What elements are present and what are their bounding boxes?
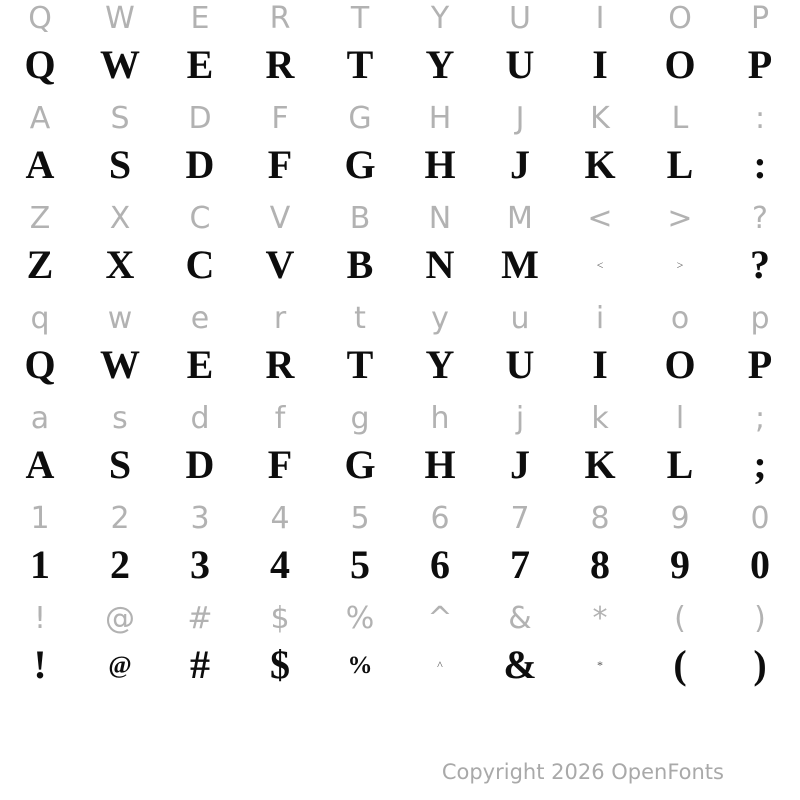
specimen-glyph: G	[344, 442, 376, 487]
specimen-glyph: 0	[750, 542, 770, 587]
specimen-glyph: <	[596, 258, 604, 272]
reference-glyph: y	[431, 301, 449, 336]
reference-glyph: 3	[190, 501, 210, 536]
reference-glyph: >	[667, 201, 693, 236]
reference-glyph: P	[750, 1, 770, 36]
reference-glyph: %	[345, 601, 375, 636]
specimen-row	[0, 38, 800, 92]
specimen-glyph: L	[666, 142, 694, 187]
reference-glyph: N	[428, 201, 452, 236]
reference-row	[0, 100, 800, 138]
reference-glyph: H	[428, 101, 452, 136]
specimen-glyph: C	[185, 242, 215, 287]
reference-glyph: L	[671, 101, 689, 136]
reference-glyph: q	[30, 301, 50, 336]
specimen-glyph: E	[186, 342, 214, 387]
specimen-glyph: K	[584, 442, 616, 487]
specimen-glyph: T	[346, 42, 374, 87]
specimen-glyph: W	[100, 42, 140, 87]
reference-glyph: 0	[750, 501, 770, 536]
reference-glyph: X	[109, 201, 131, 236]
specimen-glyph: 8	[590, 542, 610, 587]
glyph-row-pair	[0, 400, 800, 500]
specimen-glyph: J	[510, 442, 530, 487]
reference-glyph: 8	[590, 501, 610, 536]
specimen-row	[0, 638, 800, 692]
glyph-row-pair	[0, 500, 800, 600]
specimen-glyph: E	[186, 42, 214, 87]
reference-glyph: f	[274, 401, 286, 436]
specimen-glyph: U	[505, 342, 535, 387]
specimen-glyph: &	[503, 642, 537, 687]
specimen-glyph: *	[597, 658, 603, 672]
specimen-glyph: H	[424, 142, 456, 187]
specimen-glyph: H	[424, 442, 456, 487]
reference-glyph: t	[354, 301, 366, 336]
reference-glyph: w	[107, 301, 133, 336]
reference-glyph: 2	[110, 501, 130, 536]
reference-glyph: ^	[427, 601, 453, 636]
specimen-glyph: J	[510, 142, 530, 187]
specimen-glyph: S	[108, 442, 132, 487]
specimen-glyph: )	[753, 642, 767, 687]
specimen-glyph: 1	[30, 542, 50, 587]
glyph-row-pair	[0, 200, 800, 300]
specimen-glyph: D	[185, 442, 215, 487]
reference-glyph: u	[510, 301, 530, 336]
specimen-glyph: :	[753, 142, 767, 187]
specimen-glyph: ^	[437, 658, 443, 672]
glyph-row-pair	[0, 600, 800, 700]
reference-glyph: s	[112, 401, 128, 436]
reference-glyph: g	[350, 401, 370, 436]
specimen-glyph: 7	[510, 542, 530, 587]
specimen-glyph: A	[25, 442, 55, 487]
reference-glyph: Y	[430, 1, 450, 36]
specimen-glyph: S	[108, 142, 132, 187]
reference-glyph: R	[269, 1, 291, 36]
reference-glyph: j	[515, 401, 525, 436]
specimen-glyph: X	[105, 242, 135, 287]
specimen-glyph: ;	[753, 442, 767, 487]
glyph-row-pair	[0, 300, 800, 400]
reference-row	[0, 300, 800, 338]
reference-glyph: A	[29, 101, 51, 136]
reference-glyph: C	[189, 201, 211, 236]
specimen-glyph: O	[664, 42, 696, 87]
reference-row	[0, 0, 800, 38]
reference-glyph: 9	[670, 501, 690, 536]
reference-glyph: O	[668, 1, 692, 36]
reference-glyph: 1	[30, 501, 50, 536]
reference-glyph: W	[105, 1, 135, 36]
reference-glyph: Q	[28, 1, 52, 36]
specimen-glyph: P	[747, 342, 773, 387]
reference-glyph: 6	[430, 501, 450, 536]
specimen-row	[0, 238, 800, 292]
reference-glyph: Z	[29, 201, 51, 236]
reference-glyph: :	[754, 101, 766, 136]
reference-row	[0, 200, 800, 238]
glyph-row-pair	[0, 0, 800, 100]
reference-glyph: K	[590, 101, 610, 136]
specimen-glyph: V	[265, 242, 295, 287]
reference-glyph: l	[675, 401, 685, 436]
specimen-glyph: @	[108, 651, 132, 679]
reference-glyph: I	[595, 1, 605, 36]
reference-row	[0, 400, 800, 438]
specimen-glyph: !	[33, 642, 47, 687]
specimen-glyph: 4	[270, 542, 290, 587]
reference-glyph: 7	[510, 501, 530, 536]
reference-glyph: *	[592, 601, 608, 636]
specimen-glyph: >	[676, 258, 684, 272]
reference-glyph: #	[187, 601, 213, 636]
reference-glyph: <	[587, 201, 613, 236]
reference-glyph: &	[508, 601, 532, 636]
reference-glyph: $	[270, 601, 290, 636]
specimen-glyph: K	[584, 142, 616, 187]
specimen-row	[0, 338, 800, 392]
reference-glyph: (	[674, 601, 686, 636]
specimen-glyph: F	[267, 442, 293, 487]
specimen-glyph: G	[344, 142, 376, 187]
specimen-glyph: 9	[670, 542, 690, 587]
reference-glyph: @	[105, 601, 135, 636]
glyph-row-pair	[0, 100, 800, 200]
specimen-glyph: I	[592, 342, 608, 387]
reference-glyph: 4	[270, 501, 290, 536]
specimen-glyph: L	[666, 442, 694, 487]
reference-row	[0, 500, 800, 538]
reference-glyph: E	[190, 1, 210, 36]
reference-glyph: U	[509, 1, 531, 36]
specimen-glyph: F	[267, 142, 293, 187]
specimen-row	[0, 138, 800, 192]
specimen-glyph: Y	[425, 342, 455, 387]
copyright-text: Copyright 2026 OpenFonts	[441, 760, 724, 784]
specimen-glyph: ?	[750, 242, 770, 287]
specimen-glyph: #	[190, 642, 210, 687]
reference-glyph: a	[30, 401, 50, 436]
specimen-glyph: M	[501, 242, 539, 287]
reference-glyph: o	[670, 301, 690, 336]
specimen-glyph: T	[346, 342, 374, 387]
reference-row	[0, 600, 800, 638]
specimen-glyph: O	[664, 342, 696, 387]
reference-glyph: S	[110, 101, 130, 136]
reference-glyph: T	[350, 1, 370, 36]
reference-glyph: k	[591, 401, 609, 436]
reference-glyph: M	[507, 201, 533, 236]
reference-glyph: 5	[350, 501, 370, 536]
reference-glyph: )	[754, 601, 766, 636]
specimen-glyph: A	[25, 142, 55, 187]
specimen-glyph: Q	[24, 342, 56, 387]
specimen-glyph: 3	[190, 542, 210, 587]
reference-glyph: !	[33, 601, 47, 636]
reference-glyph: i	[595, 301, 605, 336]
reference-glyph: J	[515, 101, 525, 136]
specimen-glyph: (	[673, 642, 687, 687]
reference-glyph: ?	[752, 201, 768, 236]
reference-glyph: p	[750, 301, 770, 336]
reference-glyph: e	[190, 301, 210, 336]
reference-glyph: F	[271, 101, 289, 136]
reference-glyph: G	[348, 101, 372, 136]
specimen-glyph: Q	[24, 42, 56, 87]
specimen-glyph: 5	[350, 542, 370, 587]
specimen-glyph: 2	[110, 542, 130, 587]
specimen-glyph: $	[270, 642, 290, 687]
specimen-glyph: 6	[430, 542, 450, 587]
reference-glyph: d	[190, 401, 210, 436]
specimen-glyph: I	[592, 42, 608, 87]
reference-glyph: h	[430, 401, 450, 436]
specimen-glyph: Z	[26, 242, 54, 287]
specimen-row	[0, 438, 800, 492]
reference-glyph: ;	[754, 401, 766, 436]
reference-glyph: r	[273, 301, 287, 336]
specimen-glyph: U	[505, 42, 535, 87]
specimen-glyph: %	[347, 651, 373, 679]
specimen-glyph: N	[425, 242, 455, 287]
reference-glyph: V	[269, 201, 291, 236]
reference-glyph: B	[349, 201, 371, 236]
specimen-glyph: W	[100, 342, 140, 387]
specimen-glyph: D	[185, 142, 215, 187]
specimen-glyph: R	[265, 42, 295, 87]
specimen-row	[0, 538, 800, 592]
specimen-glyph: R	[265, 342, 295, 387]
specimen-glyph: P	[747, 42, 773, 87]
reference-glyph: D	[188, 101, 212, 136]
specimen-glyph: Y	[425, 42, 455, 87]
specimen-glyph: B	[346, 242, 374, 287]
